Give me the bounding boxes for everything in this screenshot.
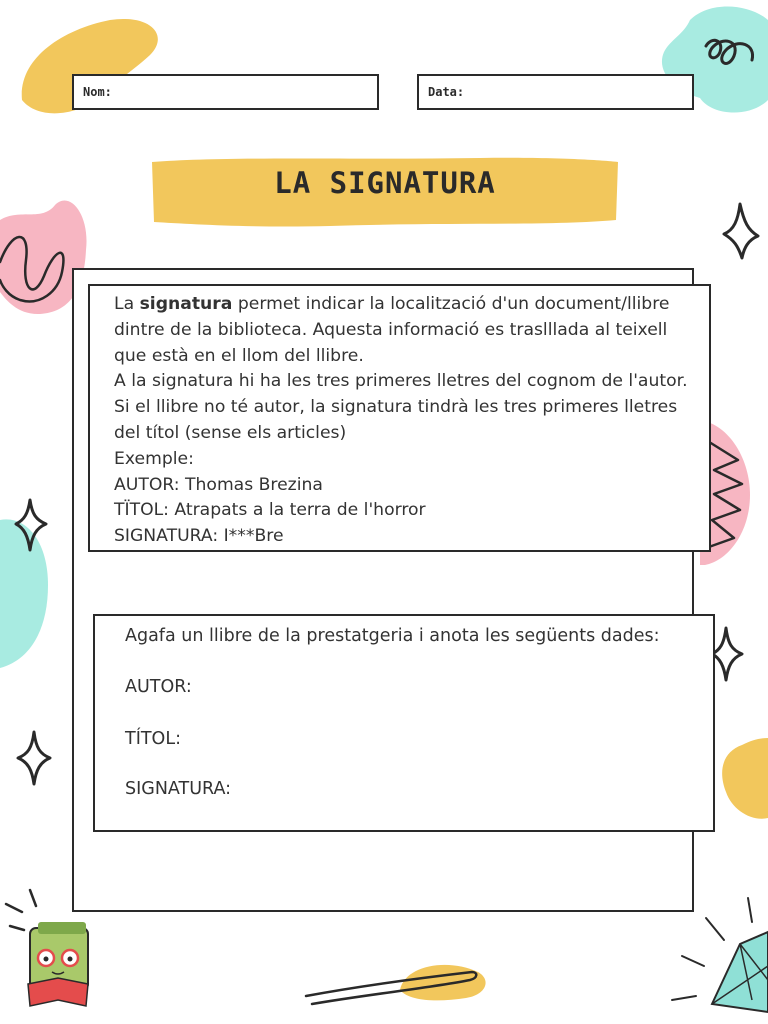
intro-bold: signatura — [139, 294, 233, 314]
sparkle-icon-left-lower — [18, 732, 50, 784]
info-line-2: dintre de la biblioteca. Aquesta informació es traslllada al teixell — [114, 319, 668, 340]
task-box — [93, 614, 715, 832]
title-label: TÍTOL: — [125, 729, 181, 749]
yellow-blob-right — [722, 738, 768, 819]
mint-blob-left — [0, 519, 48, 668]
author-label: AUTOR: — [125, 677, 192, 697]
info-line-7: Exemple: — [114, 448, 194, 469]
signature-input[interactable] — [241, 779, 685, 805]
author-input[interactable] — [199, 677, 683, 703]
name-input[interactable] — [124, 82, 371, 106]
yellow-blob-bottom — [400, 965, 486, 1001]
date-input[interactable] — [469, 82, 686, 106]
info-line-5: Si el llibre no té autor, la signatura tindrà les tres primeres lletres — [114, 397, 678, 418]
sparkle-icon-top-right — [724, 204, 758, 258]
title-input[interactable] — [189, 729, 683, 755]
info-line-6: del títol (sense els articles) — [114, 422, 347, 443]
diamond-icon — [672, 898, 768, 1012]
name-field[interactable] — [72, 74, 379, 110]
sparkle-icon-right — [712, 628, 742, 680]
signature-label: SIGNATURA: — [125, 779, 232, 799]
intro-prefix: La — [114, 294, 140, 314]
info-line-1 — [114, 292, 709, 318]
date-label: Data: — [428, 85, 465, 99]
task-instruction: Agafa un llibre de la prestatgeria i anota les següents dades: — [125, 626, 660, 646]
date-field[interactable] — [417, 74, 694, 110]
name-label: Nom: — [83, 85, 112, 99]
example-title: TÏTOL: Atrapats a la terra de l'horror — [114, 500, 426, 521]
info-box — [88, 284, 711, 552]
page-title: LA SIGNATURA — [274, 166, 496, 200]
example-signature: SIGNATURA: I***Bre — [114, 526, 284, 547]
example-author: AUTOR: Thomas Brezina — [114, 474, 323, 495]
intro-rest: permet indicar la localització d'un document/llibre — [232, 294, 670, 314]
info-line-4: A la signatura hi ha les tres primeres lletres del cognom de l'autor. — [114, 371, 688, 392]
info-line-3: que està en el llom del llibre. — [114, 345, 364, 366]
